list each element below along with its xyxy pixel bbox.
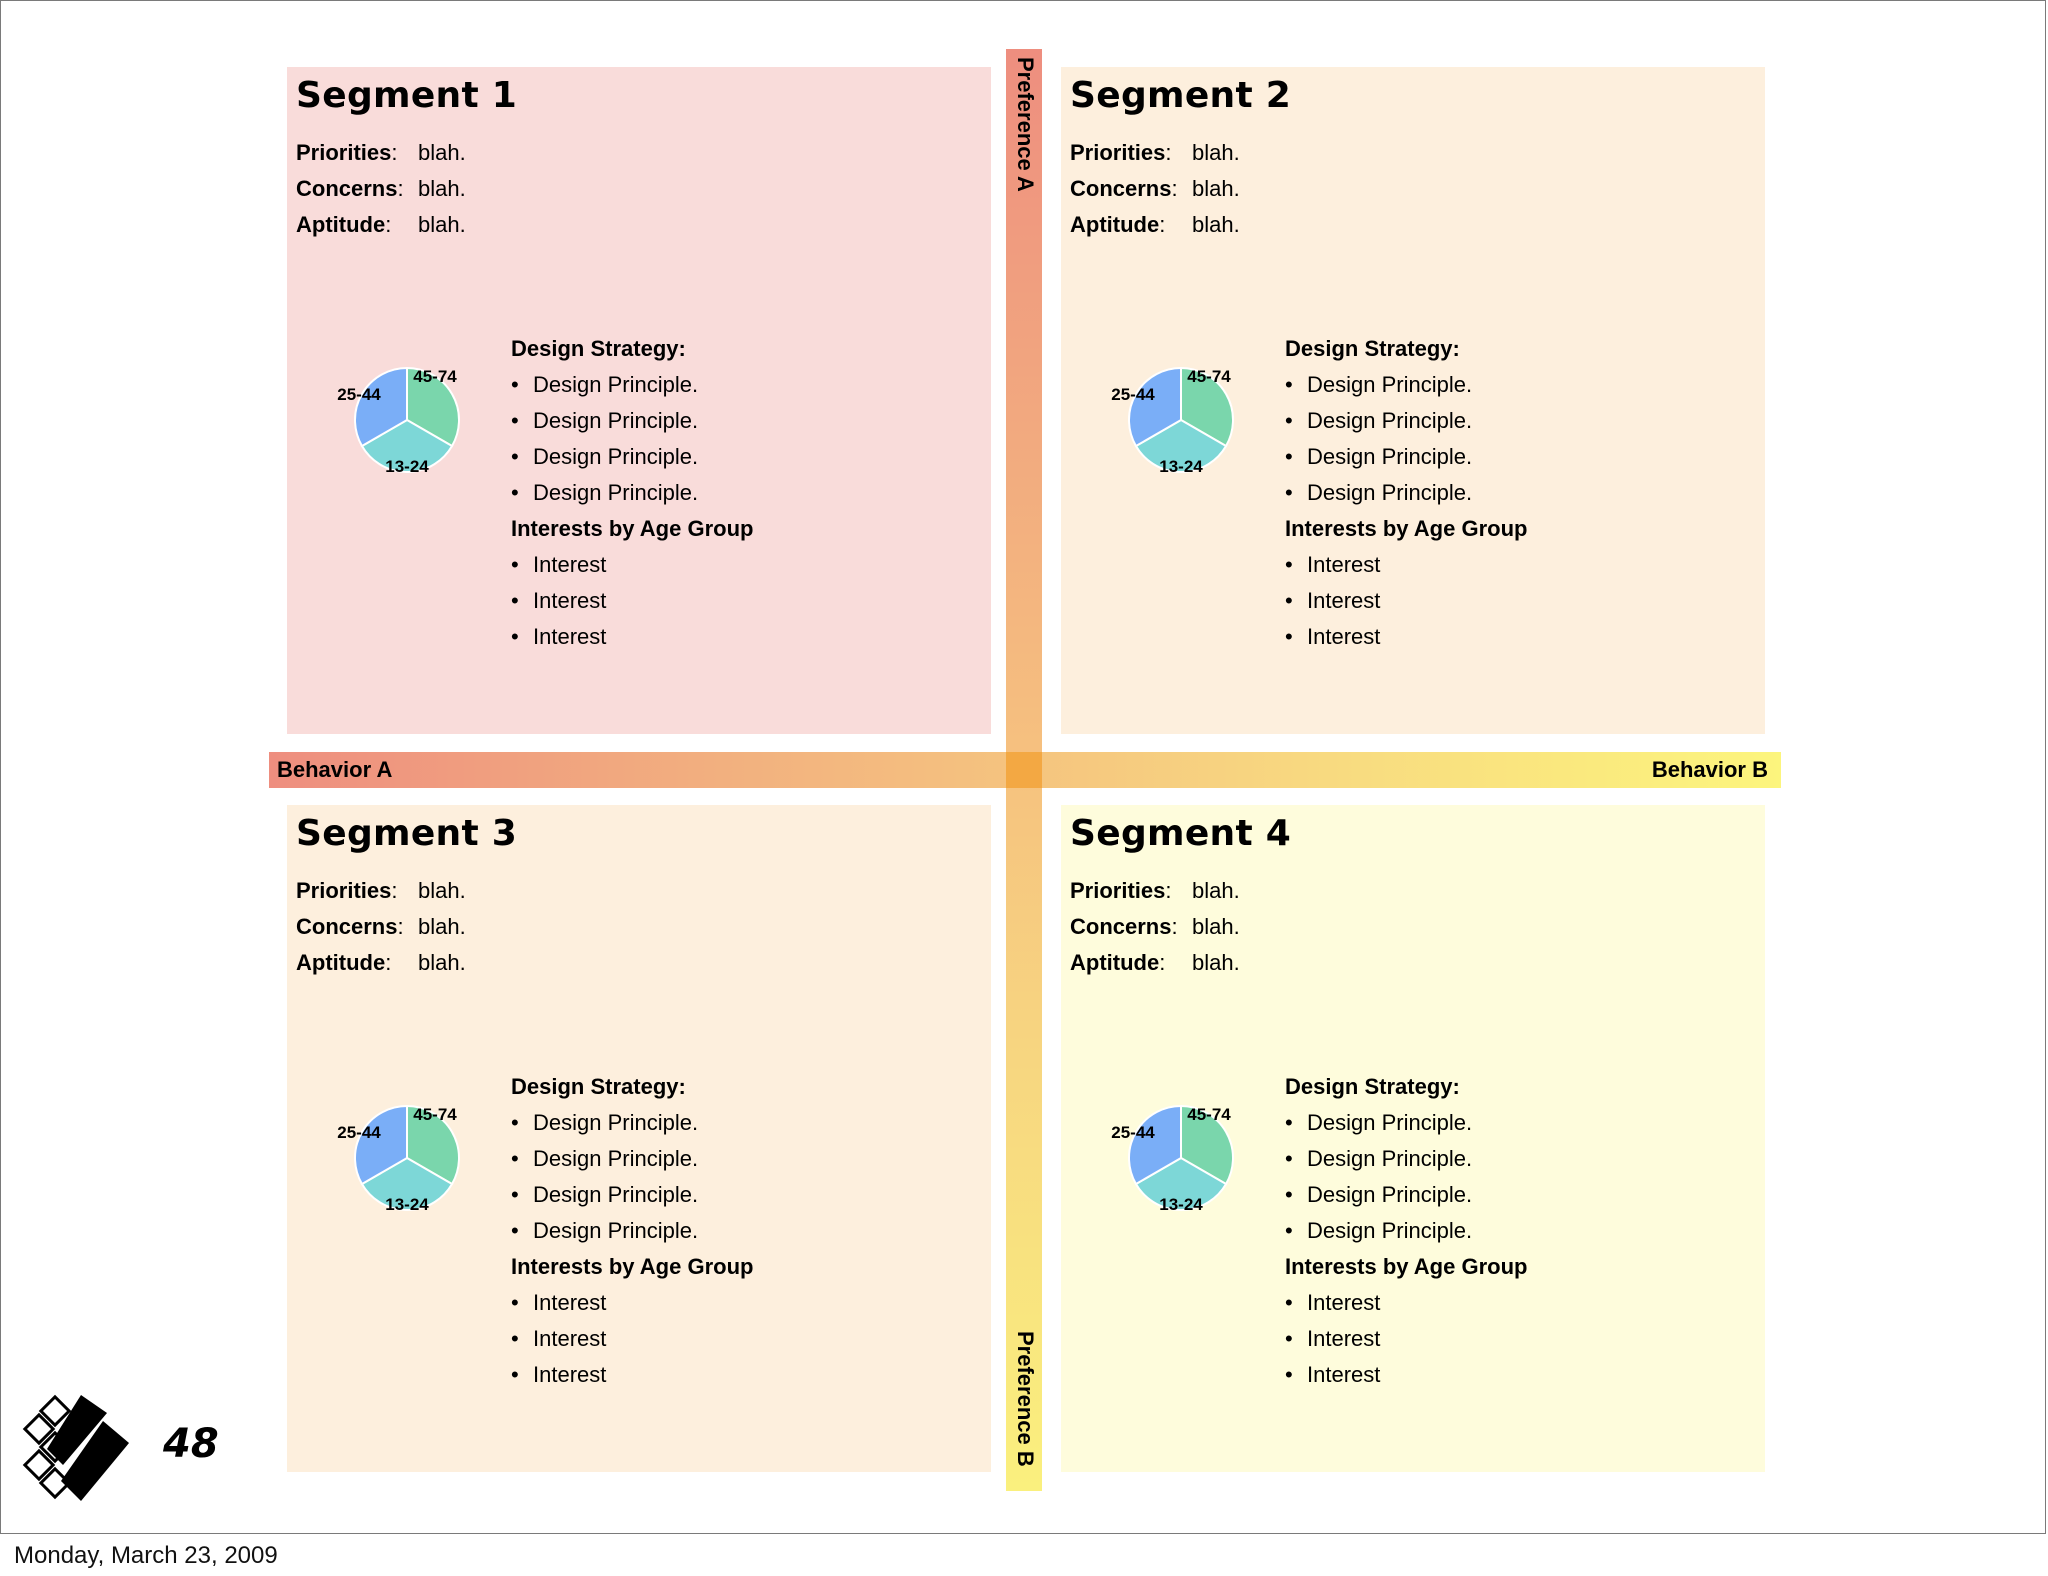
interest-item: • Interest <box>511 624 607 649</box>
design-principle-item: • Design Principle. <box>1285 480 1473 505</box>
interest-item: • Interest <box>511 588 607 613</box>
aptitude-label: Aptitude <box>1070 950 1160 975</box>
concerns-label: Concerns <box>296 914 398 939</box>
priorities-label: Priorities <box>1070 140 1166 165</box>
pie-label-13-24: 13-24 <box>1159 457 1203 476</box>
aptitude-label: Aptitude <box>296 212 386 237</box>
concerns-row: Concerns: blah. <box>1070 909 1178 945</box>
pie-label-25-44: 25-44 <box>1111 1123 1155 1142</box>
page-number: 48 <box>163 1421 219 1467</box>
pie-label-13-24: 13-24 <box>385 1195 429 1214</box>
design-principle-item: • Design Principle. <box>511 1146 699 1171</box>
priorities-row: Priorities: blah. <box>296 135 398 171</box>
logo-icon <box>19 1391 143 1515</box>
preference-b-label: Preference B <box>1013 1331 1038 1467</box>
footer-date: Monday, March 23, 2009 <box>14 1542 278 1569</box>
interests-heading: Interests by Age Group <box>1285 516 1528 541</box>
segment-4-panel <box>1061 805 1765 1472</box>
design-strategy-heading: Design Strategy: <box>1285 336 1460 361</box>
segment-1-panel <box>287 67 991 734</box>
behavior-b-label: Behavior B <box>1651 757 1768 782</box>
pie-label-13-24: 13-24 <box>1159 1195 1203 1214</box>
design-principle-item: • Design Principle. <box>1285 372 1473 397</box>
segment-2-panel <box>1061 67 1765 734</box>
concerns-label: Concerns <box>1070 914 1172 939</box>
concerns-row: Concerns: blah. <box>296 171 404 207</box>
design-principle-item: • Design Principle. <box>511 1110 699 1135</box>
interests-heading: Interests by Age Group <box>1285 1254 1528 1279</box>
interest-item: • Interest <box>1285 624 1381 649</box>
design-strategy-heading: Design Strategy: <box>1285 1074 1460 1099</box>
concerns-value: blah. <box>1192 176 1240 201</box>
priorities-value: blah. <box>418 140 466 165</box>
design-strategy <box>511 331 753 655</box>
concerns-value: blah. <box>418 914 466 939</box>
pie-label-25-44: 25-44 <box>1111 385 1155 404</box>
priorities-label: Priorities <box>296 140 392 165</box>
interest-item: • Interest <box>1285 552 1381 577</box>
interest-item: • Interest <box>511 1326 607 1351</box>
age-group-pie-chart <box>1111 1088 1251 1228</box>
design-principle-item: • Design Principle. <box>1285 1218 1473 1243</box>
aptitude-row: Aptitude: blah. <box>1070 207 1165 243</box>
segment-title: Segment 4 <box>1070 813 1292 854</box>
interest-item: • Interest <box>511 1362 607 1387</box>
concerns-row: Concerns: blah. <box>296 909 404 945</box>
design-principle-item: • Design Principle. <box>1285 408 1473 433</box>
design-principle-item: • Design Principle. <box>511 1182 699 1207</box>
aptitude-value: blah. <box>1192 950 1240 975</box>
interest-item: • Interest <box>1285 1326 1381 1351</box>
design-strategy-heading: Design Strategy: <box>511 1074 686 1099</box>
pie-label-25-44: 25-44 <box>337 385 381 404</box>
preference-a-label: Preference A <box>1013 57 1038 192</box>
priorities-value: blah. <box>1192 878 1240 903</box>
segment-title: Segment 2 <box>1070 75 1292 116</box>
interest-item: • Interest <box>511 552 607 577</box>
concerns-row: Concerns: blah. <box>1070 171 1178 207</box>
pie-label-45-74: 45-74 <box>413 367 457 386</box>
aptitude-label: Aptitude <box>296 950 386 975</box>
design-principle-item: • Design Principle. <box>1285 1146 1473 1171</box>
aptitude-value: blah. <box>1192 212 1240 237</box>
aptitude-label: Aptitude <box>1070 212 1160 237</box>
priorities-value: blah. <box>418 878 466 903</box>
concerns-value: blah. <box>1192 914 1240 939</box>
concerns-value: blah. <box>418 176 466 201</box>
design-principle-item: • Design Principle. <box>511 372 699 397</box>
priorities-label: Priorities <box>296 878 392 903</box>
design-principle-item: • Design Principle. <box>511 1218 699 1243</box>
priorities-value: blah. <box>1192 140 1240 165</box>
concerns-label: Concerns <box>296 176 398 201</box>
aptitude-row: Aptitude: blah. <box>296 945 391 981</box>
age-group-pie-chart <box>337 1088 477 1228</box>
interest-item: • Interest <box>1285 1362 1381 1387</box>
design-principle-item: • Design Principle. <box>1285 1182 1473 1207</box>
aptitude-row: Aptitude: blah. <box>1070 945 1165 981</box>
age-group-pie-chart <box>1111 350 1251 490</box>
priorities-label: Priorities <box>1070 878 1166 903</box>
priorities-row: Priorities: blah. <box>1070 873 1172 909</box>
interest-item: • Interest <box>1285 1290 1381 1315</box>
pie-label-45-74: 45-74 <box>413 1105 457 1124</box>
design-principle-item: • Design Principle. <box>511 444 699 469</box>
design-strategy <box>1285 331 1527 655</box>
concerns-label: Concerns <box>1070 176 1172 201</box>
design-principle-item: • Design Principle. <box>1285 1110 1473 1135</box>
segment-3-panel <box>287 805 991 1472</box>
interests-heading: Interests by Age Group <box>511 516 754 541</box>
design-strategy <box>1285 1069 1527 1393</box>
design-principle-item: • Design Principle. <box>1285 444 1473 469</box>
aptitude-value: blah. <box>418 212 466 237</box>
design-principle-item: • Design Principle. <box>511 408 699 433</box>
design-principle-item: • Design Principle. <box>511 480 699 505</box>
segment-title: Segment 3 <box>296 813 518 854</box>
pie-label-25-44: 25-44 <box>337 1123 381 1142</box>
behavior-a-label: Behavior A <box>277 757 393 782</box>
design-strategy-heading: Design Strategy: <box>511 336 686 361</box>
priorities-row: Priorities: blah. <box>296 873 398 909</box>
pie-label-13-24: 13-24 <box>385 457 429 476</box>
interests-heading: Interests by Age Group <box>511 1254 754 1279</box>
axis-intersection <box>1006 752 1042 788</box>
aptitude-row: Aptitude: blah. <box>296 207 391 243</box>
segment-title: Segment 1 <box>296 75 518 116</box>
priorities-row: Priorities: blah. <box>1070 135 1172 171</box>
pie-label-45-74: 45-74 <box>1187 1105 1231 1124</box>
aptitude-value: blah. <box>418 950 466 975</box>
interest-item: • Interest <box>1285 588 1381 613</box>
design-strategy <box>511 1069 753 1393</box>
interest-item: • Interest <box>511 1290 607 1315</box>
age-group-pie-chart <box>337 350 477 490</box>
pie-label-45-74: 45-74 <box>1187 367 1231 386</box>
